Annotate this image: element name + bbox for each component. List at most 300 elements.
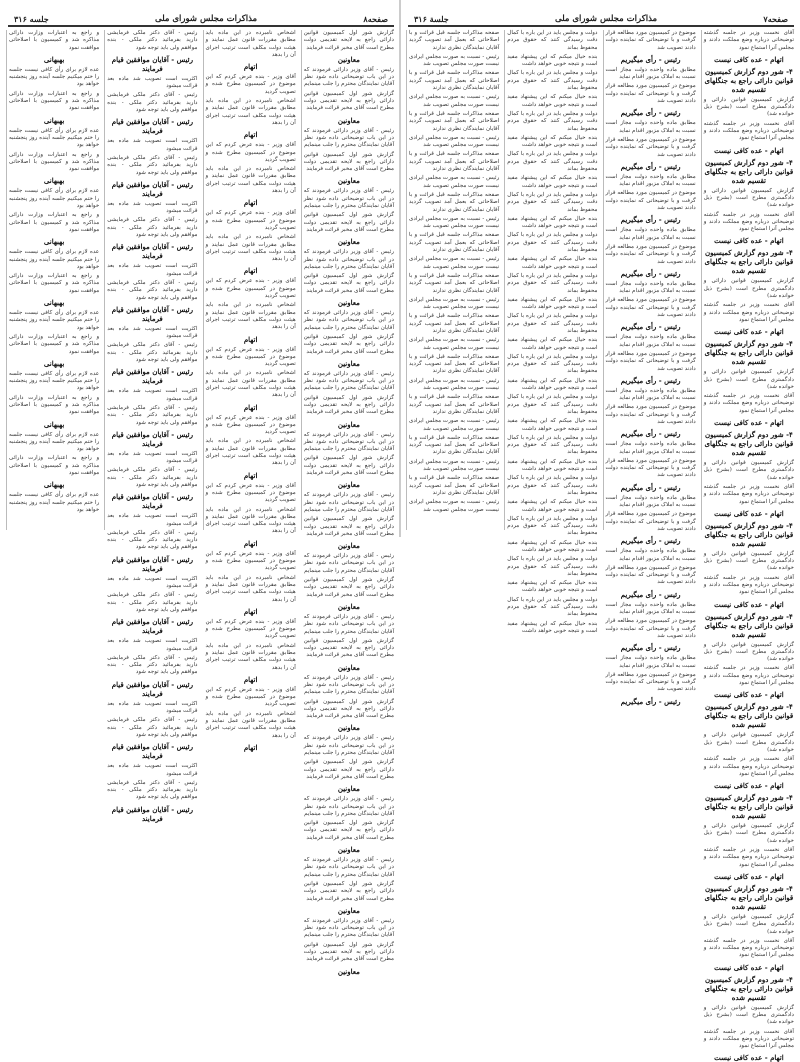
- header-rule: [408, 25, 794, 27]
- paragraph: گزارش شور اول کمیسیون قوانین دارائی راجع به لایحه تقدیمی دولت مطرح است آقای مخبر قرائت فرمایند: [303, 516, 394, 537]
- section-heading: بهبهانی: [43, 419, 65, 429]
- section-heading: ۴- شور دوم گزارش کمیسیون قوانین دارائی راجع به جنگلهای تقسیم شده: [704, 793, 794, 821]
- paragraph: رئیس - آقای وزیر دارائی فرمودند که در این باب توضیحاتی داده شود نظر آقایان نمایندگان محترم را جلب مینمایم: [303, 431, 394, 453]
- paragraph: مطابق ماده واحده دولت مجاز است نسبت به املاک مزبور اقدام نماید: [605, 66, 696, 81]
- right-page: [402, 0, 800, 1062]
- paragraph: موضوع در کمیسیون مورد مطالعه قرار گرفت و با توضیحاتی که نماینده دولت دادند تصویب شد: [605, 136, 696, 158]
- paragraph: گزارش کمیسیون قوانین دارائی و دادگستری مطرح است (بشرح ذیل خوانده شد): [703, 187, 794, 209]
- text-column: [701, 30, 796, 1062]
- paragraph: رئیس - نسبت به صورت مجلس ایرادی نیست صورت مجلس تصویب شد: [409, 53, 500, 68]
- paragraph: بنده خیال میکنم که این پیشنهاد مفید است و نتیجه خوبی خواهد داشت: [507, 134, 598, 149]
- paragraph: دولت و مجلس باید در این باره با کمال دقت رسیدگی کنند که حقوق مردم محفوظ بماند: [507, 232, 598, 254]
- section-heading: رئیس - آقایان موافقین قیام فرمایند: [111, 804, 193, 823]
- paragraph: صفحه مذاکرات جلسه قبل قرائت و با اصلاحاتی که بعمل آمد تصویب گردید آقایان نمایندگان نظری ندارند: [409, 151, 500, 173]
- paragraph: موضوع در کمیسیون مورد مطالعه قرار گرفت و با توضیحاتی که نماینده دولت دادند تصویب شد: [605, 618, 696, 639]
- paragraph: بنده خیال میکنم که این پیشنهاد مفید است و نتیجه خوبی خواهد داشت: [507, 580, 598, 594]
- paragraph: اکثریت است تصویب شد ماده بعد قرائت میشود: [107, 325, 198, 340]
- section-heading: اتهام: [243, 402, 258, 412]
- section-heading: بهبهانی: [43, 237, 65, 247]
- paragraph: دولت و مجلس باید در این باره با کمال دقت رسیدگی کنند که حقوق مردم محفوظ بماند: [507, 272, 598, 294]
- text-column: [603, 30, 698, 706]
- paragraph: عده لازم برای رأی کافی نیست جلسه را ختم میکنیم جلسه آینده روز پنجشنبه خواهد بود: [9, 66, 100, 88]
- paragraph: رئیس - آقای وزیر دارائی فرمودند که در این باب توضیحاتی داده شود نظر آقایان نمایندگان محترم را جلب مینمایم: [303, 66, 394, 88]
- paragraph: رئیس - آقای وزیر دارائی فرمودند که در این باب توضیحاتی داده شود نظر آقایان نمایندگان محترم را جلب مینمایم: [303, 249, 394, 270]
- paragraph: رئیس - آقای وزیر دارائی فرمودند که در این باب توضیحاتی داده شود نظر آقایان نمایندگان محترم را جلب مینمایم: [303, 613, 394, 635]
- section-heading: اتهام - عده کافی نیست: [714, 236, 784, 246]
- section-heading: معاونین: [337, 115, 360, 125]
- section-heading: رئیس - آقایان موافقین قیام فرمایند: [111, 679, 193, 698]
- paragraph: موضوع در کمیسیون مورد مطالعه قرار گرفت و با توضیحاتی که نماینده دولت دادند تصویب شد: [605, 564, 696, 586]
- paragraph: رئیس - آقای وزیر دارائی فرمودند که در این باب توضیحاتی داده شود نظر آقایان نمایندگان محترم را جلب مینمایم: [303, 188, 394, 210]
- paragraph: آقای وزیر - بنده عرض کردم که این موضوع در کمیسیون مطرح شده و تصویب گردید: [205, 210, 296, 231]
- paragraph: رئیس - نسبت به صورت مجلس ایرادی نیست صورت مجلس تصویب شد: [409, 418, 500, 432]
- section-heading: اتهام - عده کافی نیست: [714, 599, 784, 609]
- paragraph: دولت و مجلس باید در این باره با کمال دقت رسیدگی کنند که حقوق مردم محفوظ بماند: [507, 110, 598, 132]
- paragraph: رئیس - آقای دکتر ملکی فرمایشی دارید بفرمائید دکتر ملکی - بنده موافقم ولی باید توجه شود: [107, 779, 198, 801]
- paragraph: گزارش شور اول کمیسیون قوانین دارائی راجع به لایحه تقدیمی دولت مطرح است آقای مخبر قرائت فرمایند: [303, 333, 394, 355]
- section-heading: اتهام - عده کافی نیست: [714, 54, 784, 64]
- paragraph: موضوع در کمیسیون مورد مطالعه قرار گرفت و با توضیحاتی که نماینده دولت دادند تصویب شد: [605, 671, 696, 693]
- section-heading: رئیس - آقایان موافقین قیام فرمایند: [111, 179, 193, 198]
- paragraph: و راجع به اعتبارات وزارت دارائی مذاکره شد و کمیسیون با اصلاحاتی موافقت نمود: [9, 394, 100, 416]
- paragraph: رئیس - آقای وزیر دارائی فرمودند که در این باب توضیحاتی داده شود نظر آقایان نمایندگان محترم را جلب مینمایم: [303, 310, 394, 331]
- paragraph: صفحه مذاکرات جلسه قبل قرائت و با اصلاحاتی که بعمل آمد تصویب گردید آقایان نمایندگان نظری ندارند: [409, 394, 500, 415]
- text-column: [104, 30, 199, 823]
- paragraph: رئیس - آقای وزیر دارائی فرمودند که در این باب توضیحاتی داده شود نظر آقایان نمایندگان محترم را جلب مینمایم: [303, 674, 394, 696]
- paragraph: آقای نخست وزیر در جلسه گذشته توضیحاتی درباره وضع مملکت دادند و مجلس آنرا استماع نمود: [703, 937, 794, 959]
- section-heading: رئیس - آقایان موافقین قیام فرمایند: [111, 367, 193, 386]
- paragraph: صفحه مذاکرات جلسه قبل قرائت و با اصلاحاتی که بعمل آمد تصویب گردید آقایان نمایندگان نظری ندارند: [409, 434, 500, 456]
- section-heading: اتهام: [243, 606, 258, 616]
- section-heading: معاونین: [337, 480, 360, 490]
- paragraph: دولت و مجلس باید در این باره با کمال دقت رسیدگی کنند که حقوق مردم محفوظ بماند: [507, 30, 598, 51]
- paragraph: گزارش شور اول کمیسیون قوانین دارائی راجع به لایحه تقدیمی دولت مطرح است آقای مخبر قرائت فرمایند: [303, 820, 394, 841]
- paragraph: رئیس - نسبت به صورت مجلس ایرادی نیست صورت مجلس تصویب شد: [409, 175, 500, 189]
- paragraph: گزارش کمیسیون قوانین دارائی و دادگستری مطرح است (بشرح ذیل خوانده شد): [703, 460, 794, 481]
- paragraph: رئیس - آقای دکتر ملکی فرمایشی دارید بفرمائید دکتر ملکی - بنده موافقم ولی باید توجه شود: [107, 342, 198, 364]
- paragraph: اشخاص نامبرده در این ماده باید مطابق مقررات قانون عمل نمایند و هیئت دولت مکلف است ترتیب اجرای آن را بدهد: [205, 370, 296, 399]
- paragraph: اکثریت است تصویب شد ماده بعد قرائت میشود: [107, 138, 198, 152]
- paragraph: آقای نخست وزیر در جلسه گذشته توضیحاتی درباره وضع مملکت دادند و مجلس آنرا استماع نمود: [703, 847, 794, 868]
- paragraph: اشخاص نامبرده در این ماده باید مطابق مقررات قانون عمل نمایند و هیئت دولت مکلف است ترتیب اجرای آن را بدهد: [205, 642, 296, 671]
- session-number: جلسه ۳۱۶: [14, 14, 49, 24]
- text-column: [406, 30, 501, 530]
- text-column: [203, 30, 298, 752]
- paragraph: گزارش شور اول کمیسیون قوانین دارائی راجع به لایحه تقدیمی دولت مطرح است آقای مخبر قرائت فرمایند: [303, 273, 394, 294]
- text-column: [301, 30, 396, 976]
- paragraph: بنده خیال میکنم که این پیشنهاد مفید است و نتیجه خوبی خواهد داشت: [507, 215, 598, 230]
- paragraph: دولت و مجلس باید در این باره با کمال دقت رسیدگی کنند که حقوق مردم محفوظ بماند: [507, 515, 598, 537]
- paragraph: دولت و مجلس باید در این باره با کمال دقت رسیدگی کنند که حقوق مردم محفوظ بماند: [507, 475, 598, 496]
- section-heading: اتهام: [243, 674, 258, 684]
- paragraph: صفحه مذاکرات جلسه قبل قرائت و با اصلاحاتی که بعمل آمد تصویب گردید آقایان نمایندگان نظری ندارند: [409, 313, 500, 334]
- paragraph: گزارش کمیسیون قوانین دارائی و دادگستری مطرح است (بشرح ذیل خوانده شد): [703, 550, 794, 572]
- text-columns: [6, 30, 396, 976]
- paragraph: رئیس - آقای دکتر ملکی فرمایشی دارید بفرمائید دکتر ملکی - بنده موافقم ولی باید توجه شود: [107, 404, 198, 426]
- paragraph: رئیس - آقای دکتر ملکی فرمایشی دارید بفرمائید دکتر ملکی - بنده موافقم ولی باید توجه شود: [107, 279, 198, 301]
- section-heading: رئیس - رأی میگیریم: [620, 643, 681, 653]
- paragraph: صفحه مذاکرات جلسه قبل قرائت و با اصلاحاتی که بعمل آمد تصویب گردید آقایان نمایندگان نظری ندارند: [409, 110, 500, 132]
- paragraph: اشخاص نامبرده در این ماده باید مطابق مقررات قانون عمل نمایند و هیئت دولت مکلف است ترتیب اجرای آن را بدهد: [205, 98, 296, 126]
- text-columns: [406, 30, 796, 1062]
- paragraph: صفحه مذاکرات جلسه قبل قرائت و با اصلاحاتی که بعمل آمد تصویب گردید آقایان نمایندگان نظری ندارند: [409, 191, 500, 213]
- section-heading: رئیس - رأی میگیریم: [620, 268, 681, 278]
- paragraph: مطابق ماده واحده دولت مجاز است نسبت به املاک مزبور اقدام نماید: [605, 387, 696, 402]
- paragraph: مطابق ماده واحده دولت مجاز است نسبت به املاک مزبور اقدام نماید: [605, 548, 696, 562]
- paragraph: اکثریت است تصویب شد ماده بعد قرائت میشود: [107, 200, 198, 215]
- paragraph: رئیس - آقای دکتر ملکی فرمایشی دارید بفرمائید دکتر ملکی - بنده موافقم ولی باید توجه شود: [107, 717, 198, 738]
- paragraph: آقای نخست وزیر در جلسه گذشته توضیحاتی درباره وضع مملکت دادند و مجلس آنرا استماع نمود: [703, 1028, 794, 1050]
- paragraph: بنده خیال میکنم که این پیشنهاد مفید است و نتیجه خوبی خواهد داشت: [507, 418, 598, 432]
- paragraph: موضوع در کمیسیون مورد مطالعه قرار گرفت و با توضیحاتی که نماینده دولت دادند تصویب شد: [605, 457, 696, 479]
- section-heading: رئیس - رأی میگیریم: [620, 108, 681, 118]
- paragraph: رئیس - آقای دکتر ملکی فرمایشی دارید بفرمائید دکتر ملکی - بنده موافقم ولی باید توجه شود: [107, 217, 198, 239]
- section-heading: ۴- شور دوم گزارش کمیسیون قوانین دارائی راجع به جنگلهای تقسیم شده: [704, 520, 794, 548]
- paragraph: گزارش شور اول کمیسیون قوانین دارائی راجع به لایحه تقدیمی دولت مطرح است آقای مخبر قرائت فرمایند: [303, 90, 394, 112]
- section-heading: رئیس - رأی میگیریم: [620, 589, 681, 599]
- paragraph: رئیس - آقای دکتر ملکی فرمایشی دارید بفرمائید دکتر ملکی - بنده موافقم ولی باید توجه شود: [107, 30, 198, 51]
- paragraph: دولت و مجلس باید در این باره با کمال دقت رسیدگی کنند که حقوق مردم محفوظ بماند: [507, 353, 598, 375]
- paragraph: آقای نخست وزیر در جلسه گذشته توضیحاتی درباره وضع مملکت دادند و مجلس آنرا استماع نمود: [703, 574, 794, 596]
- paragraph: و راجع به اعتبارات وزارت دارائی مذاکره شد و کمیسیون با اصلاحاتی موافقت نمود: [9, 90, 100, 112]
- paragraph: گزارش کمیسیون قوانین دارائی و دادگستری مطرح است (بشرح ذیل خوانده شد): [703, 641, 794, 663]
- paragraph: بنده خیال میکنم که این پیشنهاد مفید است و نتیجه خوبی خواهد داشت: [507, 499, 598, 513]
- section-heading: معاونین: [337, 723, 360, 733]
- section-heading: بهبهانی: [43, 176, 65, 186]
- paragraph: رئیس - نسبت به صورت مجلس ایرادی نیست صورت مجلس تصویب شد: [409, 499, 500, 513]
- paragraph: اکثریت است تصویب شد ماده بعد قرائت میشود: [107, 638, 198, 652]
- paragraph: گزارش شور اول کمیسیون قوانین دارائی راجع به لایحه تقدیمی دولت مطرح است آقای مخبر قرائت فرمایند: [303, 577, 394, 598]
- paragraph: گزارش کمیسیون قوانین دارائی و دادگستری مطرح است (بشرح ذیل خوانده شد): [703, 369, 794, 390]
- paragraph: گزارش کمیسیون قوانین دارائی و دادگستری مطرح است (بشرح ذیل خوانده شد): [703, 96, 794, 118]
- paragraph: موضوع در کمیسیون مورد مطالعه قرار گرفت و با توضیحاتی که نماینده دولت دادند تصویب شد: [605, 190, 696, 212]
- section-heading: ۴- شور دوم گزارش کمیسیون قوانین دارائی راجع به جنگلهای تقسیم شده: [704, 974, 794, 1002]
- section-heading: اتهام - عده کافی نیست: [714, 508, 784, 518]
- paragraph: رئیس - آقای وزیر دارائی فرمودند که در این باب توضیحاتی داده شود نظر آقایان نمایندگان محترم را جلب مینمایم: [303, 492, 394, 513]
- paragraph: گزارش کمیسیون قوانین دارائی و دادگستری مطرح است (بشرح ذیل خوانده شد): [703, 278, 794, 300]
- paragraph: آقای وزیر - بنده عرض کردم که این موضوع در کمیسیون مطرح شده و تصویب گردید: [205, 482, 296, 504]
- paragraph: مطابق ماده واحده دولت مجاز است نسبت به املاک مزبور اقدام نماید: [605, 120, 696, 134]
- paragraph: رئیس - آقای وزیر دارائی فرمودند که در این باب توضیحاتی داده شود نظر آقایان نمایندگان محترم را جلب مینمایم: [303, 735, 394, 757]
- paragraph: آقای نخست وزیر در جلسه گذشته توضیحاتی درباره وضع مملکت دادند و مجلس آنرا استماع نمود: [703, 30, 794, 51]
- paragraph: آقای نخست وزیر در جلسه گذشته توضیحاتی درباره وضع مملکت دادند و مجلس آنرا استماع نمود: [703, 756, 794, 777]
- section-heading: رئیس - آقایان موافقین قیام فرمایند: [111, 429, 193, 448]
- paragraph: مطابق ماده واحده دولت مجاز است نسبت به املاک مزبور اقدام نماید: [605, 601, 696, 616]
- paragraph: رئیس - آقای وزیر دارائی فرمودند که در این باب توضیحاتی داده شود نظر آقایان نمایندگان محترم را جلب مینمایم: [303, 127, 394, 149]
- section-heading: ۴- شور دوم گزارش کمیسیون قوانین دارائی راجع به جنگلهای تقسیم شده: [704, 248, 794, 276]
- paragraph: آقای وزیر - بنده عرض کردم که این موضوع در کمیسیون مطرح شده و تصویب گردید: [205, 686, 296, 708]
- section-heading: اتهام - عده کافی نیست: [714, 690, 784, 700]
- section-heading: اتهام: [243, 538, 258, 548]
- paragraph: اکثریت است تصویب شد ماده بعد قرائت میشود: [107, 263, 198, 277]
- section-heading: اتهام - عده کافی نیست: [714, 1053, 784, 1062]
- paragraph: بنده خیال میکنم که این پیشنهاد مفید است و نتیجه خوبی خواهد داشت: [507, 53, 598, 68]
- paragraph: اشخاص نامبرده در این ماده باید مطابق مقررات قانون عمل نمایند و هیئت دولت مکلف است ترتیب اجرای آن را بدهد: [205, 710, 296, 739]
- paragraph: موضوع در کمیسیون مورد مطالعه قرار گرفت و با توضیحاتی که نماینده دولت دادند تصویب شد: [605, 83, 696, 105]
- paragraph: مطابق ماده واحده دولت مجاز است نسبت به املاک مزبور اقدام نماید: [605, 280, 696, 295]
- paragraph: گزارش شور اول کمیسیون قوانین دارائی راجع به لایحه تقدیمی دولت مطرح است آقای مخبر قرائت فرمایند: [303, 698, 394, 720]
- paragraph: گزارش کمیسیون قوانین دارائی و دادگستری مطرح است (بشرح ذیل خوانده شد): [703, 823, 794, 844]
- section-heading: اتهام: [243, 198, 258, 208]
- section-heading: ۴- شور دوم گزارش کمیسیون قوانین دارائی راجع به جنگلهای تقسیم شده: [704, 66, 794, 94]
- section-heading: رئیس - آقایان موافقین قیام فرمایند: [111, 242, 193, 261]
- paragraph: آقای نخست وزیر در جلسه گذشته توضیحاتی درباره وضع مملکت دادند و مجلس آنرا استماع نمود: [703, 211, 794, 233]
- paragraph: اشخاص نامبرده در این ماده باید مطابق مقررات قانون عمل نمایند و هیئت دولت مکلف است ترتیب اجرای آن را بدهد: [205, 30, 296, 58]
- paragraph: بنده خیال میکنم که این پیشنهاد مفید است و نتیجه خوبی خواهد داشت: [507, 175, 598, 189]
- paragraph: بنده خیال میکنم که این پیشنهاد مفید است و نتیجه خوبی خواهد داشت: [507, 296, 598, 311]
- paragraph: گزارش شور اول کمیسیون قوانین دارائی راجع به لایحه تقدیمی دولت مطرح است آقای مخبر قرائت فرمایند: [303, 30, 394, 51]
- section-heading: رئیس - رأی میگیریم: [620, 54, 681, 64]
- paragraph: رئیس - آقای وزیر دارائی فرمودند که در این باب توضیحاتی داده شود نظر آقایان نمایندگان محترم را جلب مینمایم: [303, 917, 394, 939]
- section-heading: معاونین: [337, 905, 360, 915]
- section-heading: معاونین: [337, 54, 360, 64]
- paragraph: صفحه مذاکرات جلسه قبل قرائت و با اصلاحاتی که بعمل آمد تصویب گردید آقایان نمایندگان نظری ندارند: [409, 353, 500, 375]
- paragraph: عده لازم برای رأی کافی نیست جلسه را ختم میکنیم جلسه آینده روز پنجشنبه خواهد بود: [9, 370, 100, 392]
- paragraph: رئیس - آقای دکتر ملکی فرمایشی دارید بفرمائید دکتر ملکی - بنده موافقم ولی باید توجه شود: [107, 154, 198, 176]
- paragraph: رئیس - نسبت به صورت مجلس ایرادی نیست صورت مجلس تصویب شد: [409, 256, 500, 270]
- paragraph: رئیس - نسبت به صورت مجلس ایرادی نیست صورت مجلس تصویب شد: [409, 458, 500, 473]
- paragraph: موضوع در کمیسیون مورد مطالعه قرار گرفت و با توضیحاتی که نماینده دولت دادند تصویب شد: [605, 511, 696, 532]
- page-header: [402, 10, 800, 24]
- paragraph: آقای نخست وزیر در جلسه گذشته توضیحاتی درباره وضع مملکت دادند و مجلس آنرا استماع نمود: [703, 483, 794, 505]
- section-heading: رئیس - رأی میگیریم: [620, 696, 681, 706]
- paragraph: عده لازم برای رأی کافی نیست جلسه را ختم میکنیم جلسه آینده روز پنجشنبه خواهد بود: [9, 249, 100, 270]
- paragraph: و راجع به اعتبارات وزارت دارائی مذاکره شد و کمیسیون با اصلاحاتی موافقت نمود: [9, 151, 100, 173]
- paragraph: رئیس - آقای دکتر ملکی فرمایشی دارید بفرمائید دکتر ملکی - بنده موافقم ولی باید توجه شود: [107, 654, 198, 676]
- paragraph: گزارش شور اول کمیسیون قوانین دارائی راجع به لایحه تقدیمی دولت مطرح است آقای مخبر قرائت فرمایند: [303, 455, 394, 477]
- section-heading: رئیس - آقایان موافقین قیام فرمایند: [111, 54, 193, 73]
- paragraph: آقای نخست وزیر در جلسه گذشته توضیحاتی درباره وضع مملکت دادند و مجلس آنرا استماع نمود: [703, 393, 794, 414]
- paragraph: و راجع به اعتبارات وزارت دارائی مذاکره شد و کمیسیون با اصلاحاتی موافقت نمود: [9, 333, 100, 355]
- section-heading: ۴- شور دوم گزارش کمیسیون قوانین دارائی راجع به جنگلهای تقسیم شده: [704, 157, 794, 185]
- paragraph: رئیس - آقای دکتر ملکی فرمایشی دارید بفرمائید دکتر ملکی - بنده موافقم ولی باید توجه شود: [107, 529, 198, 551]
- page-number: صفحه۸: [363, 14, 388, 24]
- section-heading: رئیس - آقایان موافقین قیام فرمایند: [111, 742, 193, 761]
- section-heading: رئیس - آقایان موافقین قیام فرمایند: [111, 117, 193, 136]
- paragraph: آقای نخست وزیر در جلسه گذشته توضیحاتی درباره وضع مملکت دادند و مجلس آنرا استماع نمود: [703, 120, 794, 142]
- paragraph: صفحه مذاکرات جلسه قبل قرائت و با اصلاحاتی که بعمل آمد تصویب گردید آقایان نمایندگان نظری ندارند: [409, 30, 500, 51]
- paragraph: بنده خیال میکنم که این پیشنهاد مفید است و نتیجه خوبی خواهد داشت: [507, 337, 598, 351]
- paragraph: مطابق ماده واحده دولت مجاز است نسبت به املاک مزبور اقدام نماید: [605, 173, 696, 188]
- paragraph: آقای وزیر - بنده عرض کردم که این موضوع در کمیسیون مطرح شده و تصویب گردید: [205, 142, 296, 163]
- paragraph: بنده خیال میکنم که این پیشنهاد مفید است و نتیجه خوبی خواهد داشت: [507, 256, 598, 270]
- section-heading: اتهام - عده کافی نیست: [714, 145, 784, 155]
- paragraph: دولت و مجلس باید در این باره با کمال دقت رسیدگی کنند که حقوق مردم محفوظ بماند: [507, 191, 598, 213]
- section-heading: رئیس - رأی میگیریم: [620, 215, 681, 225]
- section-heading: معاونین: [337, 358, 360, 368]
- paragraph: گزارش شور اول کمیسیون قوانین دارائی راجع به لایحه تقدیمی دولت مطرح است آقای مخبر قرائت فرمایند: [303, 880, 394, 902]
- section-heading: رئیس - رأی میگیریم: [620, 482, 681, 492]
- paragraph: اکثریت است تصویب شد ماده بعد قرائت میشود: [107, 450, 198, 465]
- paragraph: گزارش شور اول کمیسیون قوانین دارائی راجع به لایحه تقدیمی دولت مطرح است آقای مخبر قرائت فرمایند: [303, 212, 394, 233]
- section-heading: رئیس - رأی میگیریم: [620, 536, 681, 546]
- paragraph: صفحه مذاکرات جلسه قبل قرائت و با اصلاحاتی که بعمل آمد تصویب گردید آقایان نمایندگان نظری ندارند: [409, 232, 500, 254]
- section-heading: ۴- شور دوم گزارش کمیسیون قوانین دارائی راجع به جنگلهای تقسیم شده: [704, 702, 794, 730]
- paragraph: گزارش کمیسیون قوانین دارائی و دادگستری مطرح است (بشرح ذیل خوانده شد): [703, 913, 794, 935]
- paragraph: صفحه مذاکرات جلسه قبل قرائت و با اصلاحاتی که بعمل آمد تصویب گردید آقایان نمایندگان نظری ندارند: [409, 475, 500, 496]
- paragraph: آقای وزیر - بنده عرض کردم که این موضوع در کمیسیون مطرح شده و تصویب گردید: [205, 414, 296, 436]
- paragraph: عده لازم برای رأی کافی نیست جلسه را ختم میکنیم جلسه آینده روز پنجشنبه خواهد بود: [9, 127, 100, 149]
- paragraph: اشخاص نامبرده در این ماده باید مطابق مقررات قانون عمل نمایند و هیئت دولت مکلف است ترتیب اجرای آن را بدهد: [205, 506, 296, 535]
- section-heading: اتهام: [243, 334, 258, 344]
- section-heading: ۴- شور دوم گزارش کمیسیون قوانین دارائی راجع به جنگلهای تقسیم شده: [704, 430, 794, 458]
- paragraph: دولت و مجلس باید در این باره با کمال دقت رسیدگی کنند که حقوق مردم محفوظ بماند: [507, 394, 598, 415]
- paragraph: رئیس - نسبت به صورت مجلس ایرادی نیست صورت مجلس تصویب شد: [409, 94, 500, 108]
- running-title: مذاکرات مجلس شورای ملی: [554, 14, 658, 24]
- paragraph: رئیس - آقای وزیر دارائی فرمودند که در این باب توضیحاتی داده شود نظر آقایان نمایندگان محترم را جلب مینمایم: [303, 370, 394, 392]
- section-heading: معاونین: [337, 784, 360, 794]
- section-heading: ۴- شور دوم گزارش کمیسیون قوانین دارائی راجع به جنگلهای تقسیم شده: [704, 883, 794, 911]
- section-heading: رئیس - رأی میگیریم: [620, 375, 681, 385]
- section-heading: رئیس - آقایان موافقین قیام فرمایند: [111, 554, 193, 573]
- paragraph: آقای وزیر - بنده عرض کردم که این موضوع در کمیسیون مطرح شده و تصویب گردید: [205, 278, 296, 300]
- section-heading: اتهام: [243, 266, 258, 276]
- paragraph: موضوع در کمیسیون مورد مطالعه قرار گرفت و با توضیحاتی که نماینده دولت دادند تصویب شد: [605, 297, 696, 319]
- paragraph: آقای وزیر - بنده عرض کردم که این موضوع در کمیسیون مطرح شده و تصویب گردید: [205, 74, 296, 95]
- section-heading: اتهام: [243, 62, 258, 72]
- section-heading: رئیس - رأی میگیریم: [620, 429, 681, 439]
- section-heading: اتهام - عده کافی نیست: [714, 962, 784, 972]
- paragraph: مطابق ماده واحده دولت مجاز است نسبت به املاک مزبور اقدام نماید: [605, 494, 696, 509]
- paragraph: اکثریت است تصویب شد ماده بعد قرائت میشود: [107, 513, 198, 527]
- paragraph: دولت و مجلس باید در این باره با کمال دقت رسیدگی کنند که حقوق مردم محفوظ بماند: [507, 151, 598, 173]
- paragraph: دولت و مجلس باید در این باره با کمال دقت رسیدگی کنند که حقوق مردم محفوظ بماند: [507, 70, 598, 92]
- section-heading: بهبهانی: [43, 115, 65, 125]
- paragraph: اکثریت است تصویب شد ماده بعد قرائت میشود: [107, 575, 198, 590]
- section-heading: معاونین: [337, 601, 360, 611]
- paragraph: صفحه مذاکرات جلسه قبل قرائت و با اصلاحاتی که بعمل آمد تصویب گردید آقایان نمایندگان نظری ندارند: [409, 272, 500, 294]
- paragraph: آقای وزیر - بنده عرض کردم که این موضوع در کمیسیون مطرح شده و تصویب گردید: [205, 618, 296, 640]
- paragraph: صفحه مذاکرات جلسه قبل قرائت و با اصلاحاتی که بعمل آمد تصویب گردید آقایان نمایندگان نظری ندارند: [409, 70, 500, 92]
- paragraph: گزارش شور اول کمیسیون قوانین دارائی راجع به لایحه تقدیمی دولت مطرح است آقای مخبر قرائت فرمایند: [303, 637, 394, 659]
- section-heading: اتهام: [243, 742, 258, 752]
- paragraph: دولت و مجلس باید در این باره با کمال دقت رسیدگی کنند که حقوق مردم محفوظ بماند: [507, 434, 598, 456]
- page-header: [2, 10, 400, 24]
- section-heading: رئیس - آقایان موافقین قیام فرمایند: [111, 617, 193, 636]
- paragraph: عده لازم برای رأی کافی نیست جلسه را ختم میکنیم جلسه آینده روز پنجشنبه خواهد بود: [9, 492, 100, 513]
- paragraph: عده لازم برای رأی کافی نیست جلسه را ختم میکنیم جلسه آینده روز پنجشنبه خواهد بود: [9, 310, 100, 331]
- section-heading: معاونین: [337, 176, 360, 186]
- session-number: جلسة ۳۱۶: [414, 14, 449, 24]
- section-heading: رئیس - رأی میگیریم: [620, 161, 681, 171]
- paragraph: آقای وزیر - بنده عرض کردم که این موضوع در کمیسیون مطرح شده و تصویب گردید: [205, 550, 296, 572]
- paragraph: مطابق ماده واحده دولت مجاز است نسبت به املاک مزبور اقدام نماید: [605, 227, 696, 241]
- paragraph: موضوع در کمیسیون مورد مطالعه قرار گرفت و با توضیحاتی که نماینده دولت دادند تصویب شد: [605, 30, 696, 51]
- paragraph: اکثریت است تصویب شد ماده بعد قرائت میشود: [107, 75, 198, 90]
- section-heading: اتهام - عده کافی نیست: [714, 418, 784, 428]
- section-heading: معاونین: [337, 966, 360, 976]
- paragraph: عده لازم برای رأی کافی نیست جلسه را ختم میکنیم جلسه آینده روز پنجشنبه خواهد بود: [9, 431, 100, 453]
- section-heading: معاونین: [337, 662, 360, 672]
- paragraph: و راجع به اعتبارات وزارت دارائی مذاکره شد و کمیسیون با اصلاحاتی موافقت نمود: [9, 455, 100, 477]
- paragraph: رئیس - آقای وزیر دارائی فرمودند که در این باب توضیحاتی داده شود نظر آقایان نمایندگان محترم را جلب مینمایم: [303, 553, 394, 574]
- paragraph: رئیس - آقای دکتر ملکی فرمایشی دارید بفرمائید دکتر ملکی - بنده موافقم ولی باید توجه شود: [107, 92, 198, 114]
- section-heading: معاونین: [337, 237, 360, 247]
- paragraph: موضوع در کمیسیون مورد مطالعه قرار گرفت و با توضیحاتی که نماینده دولت دادند تصویب شد: [605, 404, 696, 425]
- paragraph: عده لازم برای رأی کافی نیست جلسه را ختم میکنیم جلسه آینده روز پنجشنبه خواهد بود: [9, 188, 100, 210]
- paragraph: گزارش شور اول کمیسیون قوانین دارائی راجع به لایحه تقدیمی دولت مطرح است آقای مخبر قرائت فرمایند: [303, 394, 394, 416]
- section-heading: اتهام - عده کافی نیست: [714, 781, 784, 791]
- section-heading: اتهام - عده کافی نیست: [714, 327, 784, 337]
- paragraph: گزارش کمیسیون قوانین دارائی و دادگستری مطرح است (بشرح ذیل خوانده شد): [703, 732, 794, 753]
- paragraph: رئیس - آقای دکتر ملکی فرمایشی دارید بفرمائید دکتر ملکی - بنده موافقم ولی باید توجه شود: [107, 592, 198, 613]
- paragraph: اشخاص نامبرده در این ماده باید مطابق مقررات قانون عمل نمایند و هیئت دولت مکلف است ترتیب اجرای آن را بدهد: [205, 234, 296, 263]
- section-heading: اتهام: [243, 470, 258, 480]
- paragraph: دولت و مجلس باید در این باره با کمال دقت رسیدگی کنند که حقوق مردم محفوظ بماند: [507, 596, 598, 618]
- section-heading: معاونین: [337, 419, 360, 429]
- text-column: [504, 30, 599, 634]
- paragraph: رئیس - نسبت به صورت مجلس ایرادی نیست صورت مجلس تصویب شد: [409, 296, 500, 311]
- section-heading: معاونین: [337, 845, 360, 855]
- section-heading: معاونین: [337, 298, 360, 308]
- text-column: [6, 30, 101, 530]
- section-heading: بهبهانی: [43, 54, 65, 64]
- paragraph: موضوع در کمیسیون مورد مطالعه قرار گرفت و با توضیحاتی که نماینده دولت دادند تصویب شد: [605, 350, 696, 372]
- paragraph: گزارش شور اول کمیسیون قوانین دارائی راجع به لایحه تقدیمی دولت مطرح است آقای مخبر قرائت فرمایند: [303, 759, 394, 780]
- paragraph: آقای نخست وزیر در جلسه گذشته توضیحاتی درباره وضع مملکت دادند و مجلس آنرا استماع نمود: [703, 302, 794, 323]
- page-number: صفحه۷: [763, 14, 788, 24]
- paragraph: رئیس - آقای وزیر دارائی فرمودند که در این باب توضیحاتی داده شود نظر آقایان نمایندگان محترم را جلب مینمایم: [303, 857, 394, 878]
- section-heading: معاونین: [337, 541, 360, 551]
- paragraph: گزارش شور اول کمیسیون قوانین دارائی راجع به لایحه تقدیمی دولت مطرح است آقای مخبر قرائت فرمایند: [303, 151, 394, 173]
- paragraph: رئیس - نسبت به صورت مجلس ایرادی نیست صورت مجلس تصویب شد: [409, 134, 500, 149]
- section-heading: رئیس - آقایان موافقین قیام فرمایند: [111, 492, 193, 511]
- paragraph: آقای نخست وزیر در جلسه گذشته توضیحاتی درباره وضع مملکت دادند و مجلس آنرا استماع نمود: [703, 665, 794, 687]
- paragraph: بنده خیال میکنم که این پیشنهاد مفید است و نتیجه خوبی خواهد داشت: [507, 94, 598, 108]
- paragraph: گزارش شور اول کمیسیون قوانین دارائی راجع به لایحه تقدیمی دولت مطرح است آقای مخبر قرائت فرمایند: [303, 941, 394, 963]
- paragraph: بنده خیال میکنم که این پیشنهاد مفید است و نتیجه خوبی خواهد داشت: [507, 458, 598, 473]
- section-heading: اتهام: [243, 130, 258, 140]
- left-page: [2, 0, 400, 976]
- paragraph: اکثریت است تصویب شد ماده بعد قرائت میشود: [107, 763, 198, 777]
- section-heading: رئیس - آقایان موافقین قیام فرمایند: [111, 304, 193, 323]
- section-heading: بهبهانی: [43, 358, 65, 368]
- paragraph: و راجع به اعتبارات وزارت دارائی مذاکره شد و کمیسیون با اصلاحاتی موافقت نمود: [9, 30, 100, 51]
- paragraph: مطابق ماده واحده دولت مجاز است نسبت به املاک مزبور اقدام نماید: [605, 334, 696, 348]
- paragraph: اشخاص نامبرده در این ماده باید مطابق مقررات قانون عمل نمایند و هیئت دولت مکلف است ترتیب اجرای آن را بدهد: [205, 574, 296, 603]
- paragraph: بنده خیال میکنم که این پیشنهاد مفید است و نتیجه خوبی خواهد داشت: [507, 539, 598, 553]
- paragraph: اشخاص نامبرده در این ماده باید مطابق مقررات قانون عمل نمایند و هیئت دولت مکلف است ترتیب اجرای آن را بدهد: [205, 166, 296, 195]
- section-heading: اتهام - عده کافی نیست: [714, 871, 784, 881]
- paragraph: موضوع در کمیسیون مورد مطالعه قرار گرفت و با توضیحاتی که نماینده دولت دادند تصویب شد: [605, 243, 696, 265]
- paragraph: و راجع به اعتبارات وزارت دارائی مذاکره شد و کمیسیون با اصلاحاتی موافقت نمود: [9, 212, 100, 233]
- paragraph: اکثریت است تصویب شد ماده بعد قرائت میشود: [107, 700, 198, 715]
- header-rule: [8, 25, 394, 27]
- section-heading: ۴- شور دوم گزارش کمیسیون قوانین دارائی راجع به جنگلهای تقسیم شده: [704, 611, 794, 639]
- paragraph: رئیس - نسبت به صورت مجلس ایرادی نیست صورت مجلس تصویب شد: [409, 377, 500, 392]
- paragraph: گزارش کمیسیون قوانین دارائی و دادگستری مطرح است (بشرح ذیل خوانده شد): [703, 1004, 794, 1026]
- paragraph: آقای وزیر - بنده عرض کردم که این موضوع در کمیسیون مطرح شده و تصویب گردید: [205, 346, 296, 368]
- paragraph: رئیس - نسبت به صورت مجلس ایرادی نیست صورت مجلس تصویب شد: [409, 215, 500, 230]
- paragraph: دولت و مجلس باید در این باره با کمال دقت رسیدگی کنند که حقوق مردم محفوظ بماند: [507, 313, 598, 334]
- paragraph: بنده خیال میکنم که این پیشنهاد مفید است و نتیجه خوبی خواهد داشت: [507, 620, 598, 634]
- paragraph: اشخاص نامبرده در این ماده باید مطابق مقررات قانون عمل نمایند و هیئت دولت مکلف است ترتیب اجرای آن را بدهد: [205, 438, 296, 467]
- section-heading: رئیس - رأی میگیریم: [620, 322, 681, 332]
- paragraph: رئیس - آقای دکتر ملکی فرمایشی دارید بفرمائید دکتر ملکی - بنده موافقم ولی باید توجه شود: [107, 467, 198, 488]
- paragraph: مطابق ماده واحده دولت مجاز است نسبت به املاک مزبور اقدام نماید: [605, 441, 696, 455]
- paragraph: و راجع به اعتبارات وزارت دارائی مذاکره شد و کمیسیون با اصلاحاتی موافقت نمود: [9, 273, 100, 294]
- paragraph: رئیس - آقای وزیر دارائی فرمودند که در این باب توضیحاتی داده شود نظر آقایان نمایندگان محترم را جلب مینمایم: [303, 796, 394, 817]
- section-heading: بهبهانی: [43, 480, 65, 490]
- section-heading: بهبهانی: [43, 298, 65, 308]
- section-heading: ۴- شور دوم گزارش کمیسیون قوانین دارائی راجع به جنگلهای تقسیم شده: [704, 339, 794, 367]
- page-gutter: [399, 0, 401, 537]
- paragraph: اکثریت است تصویب شد ماده بعد قرائت میشود: [107, 388, 198, 402]
- running-title: مذاکرات مجلس شورای ملی: [154, 14, 258, 24]
- paragraph: بنده خیال میکنم که این پیشنهاد مفید است و نتیجه خوبی خواهد داشت: [507, 377, 598, 392]
- paragraph: مطابق ماده واحده دولت مجاز است نسبت به املاک مزبور اقدام نماید: [605, 655, 696, 669]
- paragraph: دولت و مجلس باید در این باره با کمال دقت رسیدگی کنند که حقوق مردم محفوظ بماند: [507, 556, 598, 577]
